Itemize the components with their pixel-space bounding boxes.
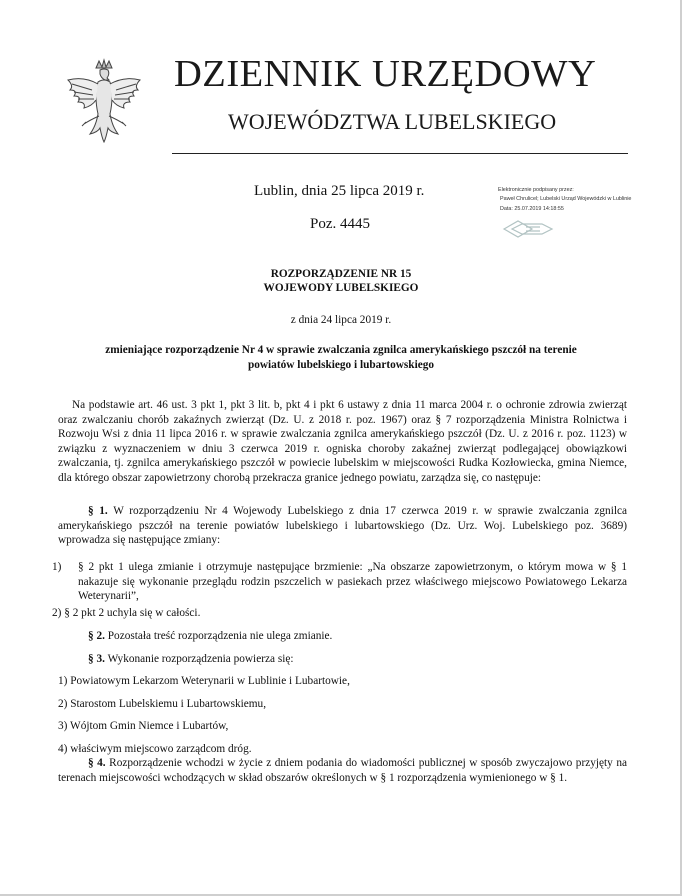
section-label: § 1.	[88, 505, 108, 517]
signature-line: Data: 25.07.2019 14:18:55	[500, 205, 564, 212]
section-label: § 2.	[88, 630, 105, 642]
regulation-title	[0, 267, 682, 295]
section-text: W rozporządzeniu Nr 4 Wojewody Lubelskiego z dnia 17 czerwca 2019 r. w sprawie zwalczania zgnilca amerykańskiego pszczół na terenie powiatów lubelskiego i lubartowskiego (Dz. Urz. Woj. Lubelskiego poz. 3689) wprowadza się następujące zmiany:	[58, 505, 627, 547]
section-3-paragraph	[88, 653, 294, 665]
header-divider	[172, 153, 628, 154]
electronic-signature-block	[498, 186, 631, 214]
amendment-item-2: 2) § 2 pkt 2 uchyla się w całości.	[52, 607, 201, 619]
preamble-paragraph: Na podstawie art. 46 ust. 3 pkt 1, pkt 3 lit. b, pkt 4 i pkt 6 ustawy z dnia 11 marca 2004 r. o ochronie zdrowia zwierząt oraz zwalczaniu chorób zakaźnych zwierząt (Dz. U. z 2018 r. poz. 1967) oraz § 7 rozporządzenia Ministra Rolnictwa i Rozwoju Wsi z dnia 11 lipca 2016 r. w sprawie zwalczania zgnilca amerykańskiego pszczół (Dz. U. z 2016 r. poz. 1123) w związku z wyznaczeniem w dniu 3 czerwca 2019 r. ogniska choroby zakaźnej zwierząt podlegającej obowiązkowi zwalczania, tj. zgnilca amerykańskiego pszczół w powiecie lubelskim w miejscowości Rudka Kozłowiecka, gmina Niemce, dla którego obszar zapowietrzony chorobą przekracza granice jednego powiatu, zarządza się, co następuje:	[58, 399, 627, 484]
section-text: Pozostała treść rozporządzenia nie ulega zmianie.	[104, 630, 333, 642]
polish-eagle-emblem-icon	[60, 58, 148, 156]
section-text: Wykonanie rozporządzenia powierza się:	[104, 653, 294, 665]
item-text: § 2 pkt 1 ulega zmianie i otrzymuje następujące brzmienie: „Na obszarze zapowietrzonym, o którym mowa w § 1 nakazuje się wykonanie przeglądu rodzin pszczelich w pasiekach przez właściwego miejscowo Powiatowego Lekarza Weterynarii”,	[78, 561, 627, 603]
regulation-date: z dnia 24 lipca 2019 r.	[290, 314, 392, 326]
signature-line: Paweł Chrulicel; Lubelski Urząd Wojewódzki w Lublinie	[500, 196, 632, 203]
regulation-subject	[40, 343, 642, 372]
section-4-paragraph	[58, 756, 627, 785]
section-2-paragraph	[88, 630, 332, 642]
executor-list-item: 4) właściwym miejscowo zarządcom dróg.	[58, 743, 252, 755]
executor-list-item: 3) Wójtom Gmin Niemce i Lubartów,	[58, 720, 229, 732]
journal-subtitle: WOJEWÓDZTWA LUBELSKIEGO	[228, 109, 557, 134]
journal-title: DZIENNIK URZĘDOWY	[174, 53, 597, 95]
executor-list-item: 2) Starostom Lubelskiemu i Lubartowskiemu,	[58, 698, 267, 710]
section-1-paragraph	[58, 504, 627, 548]
regulation-subject-line: powiatów lubelskiego i lubartowskiego	[247, 358, 435, 371]
regulation-title-line: WOJEWODY LUBELSKIEGO	[263, 282, 419, 294]
executor-list-item: 1) Powiatowym Lekarzom Weterynarii w Lublinie i Lubartowie,	[58, 675, 350, 687]
section-label: § 4.	[88, 757, 106, 769]
place-and-date: Lublin, dnia 25 lipca 2019 r.	[254, 183, 425, 199]
section-label: § 3.	[88, 653, 105, 665]
amendment-item-1	[52, 560, 627, 604]
signature-stamp-icon	[500, 218, 558, 240]
position-number: Poz. 4445	[310, 216, 370, 232]
signature-line: Elektronicznie podpisany przez:	[498, 187, 574, 193]
regulation-title-line: ROZPORZĄDZENIE NR 15	[270, 268, 412, 280]
section-text: Rozporządzenie wchodzi w życie z dniem podania do wiadomości publicznej w sposób zwyczajowo przyjęty na terenach miejscowości wchodzących w skład obszarów określonych w § 1 rozporządzenia wymienionego w § 1.	[58, 757, 627, 784]
regulation-subject-line: zmieniające rozporządzenie Nr 4 w sprawie zwalczania zgnilca amerykańskiego pszczół na terenie	[105, 344, 577, 356]
item-number: 1)	[52, 561, 62, 573]
